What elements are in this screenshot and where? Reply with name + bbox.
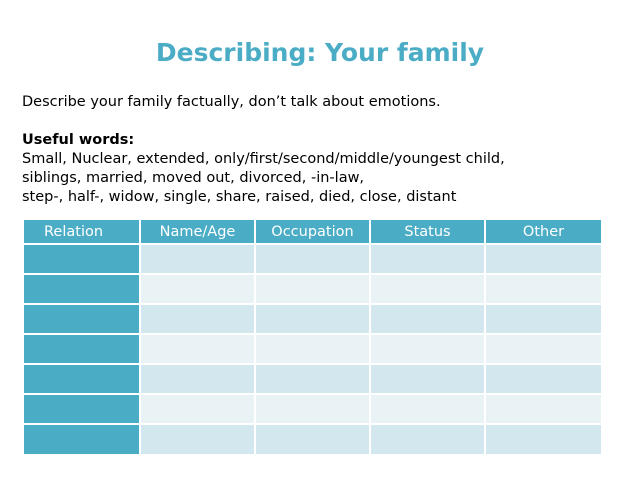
table-row xyxy=(24,364,601,394)
header-relation: Relation xyxy=(24,220,140,244)
table-cell[interactable] xyxy=(140,274,255,304)
table-cell[interactable] xyxy=(255,424,370,454)
relation-cell[interactable] xyxy=(24,364,140,394)
table-cell[interactable] xyxy=(370,334,485,364)
slide-title: Describing: Your family xyxy=(155,38,485,67)
table-cell[interactable] xyxy=(370,364,485,394)
table-cell[interactable] xyxy=(140,244,255,274)
table-cell[interactable] xyxy=(140,394,255,424)
table-cell[interactable] xyxy=(370,394,485,424)
useful-words-line: step-, half-, widow, single, share, raised, died, close, distant xyxy=(22,189,457,205)
header-occupation: Occupation xyxy=(255,220,370,244)
table-cell[interactable] xyxy=(485,244,601,274)
table-cell[interactable] xyxy=(485,304,601,334)
table-cell[interactable] xyxy=(255,334,370,364)
table-cell[interactable] xyxy=(370,274,485,304)
table-cell[interactable] xyxy=(370,304,485,334)
table-row xyxy=(24,274,601,304)
table-row xyxy=(24,424,601,454)
table-cell[interactable] xyxy=(255,274,370,304)
useful-words-line: Small, Nuclear, extended, only/first/second/middle/youngest child, xyxy=(22,151,505,167)
table-cell[interactable] xyxy=(485,424,601,454)
table-cell[interactable] xyxy=(370,424,485,454)
table-cell[interactable] xyxy=(255,394,370,424)
relation-cell[interactable] xyxy=(24,424,140,454)
table-cell[interactable] xyxy=(140,424,255,454)
relation-cell[interactable] xyxy=(24,244,140,274)
relation-cell[interactable] xyxy=(24,304,140,334)
table-cell[interactable] xyxy=(140,364,255,394)
table-row xyxy=(24,394,601,424)
table-row xyxy=(24,334,601,364)
table-cell[interactable] xyxy=(255,244,370,274)
table-cell[interactable] xyxy=(485,274,601,304)
relation-cell[interactable] xyxy=(24,394,140,424)
table-cell[interactable] xyxy=(370,244,485,274)
table-body xyxy=(24,244,601,454)
table-header-row xyxy=(24,220,601,244)
table-cell[interactable] xyxy=(255,304,370,334)
header-other: Other xyxy=(485,220,601,244)
table-row xyxy=(24,244,601,274)
instruction-text: Describe your family factually, don’t talk about emotions. xyxy=(22,94,441,110)
family-table xyxy=(24,220,601,454)
table-row xyxy=(24,304,601,334)
table-cell[interactable] xyxy=(485,334,601,364)
header-name-age: Name/Age xyxy=(140,220,255,244)
table-cell[interactable] xyxy=(485,364,601,394)
table-cell[interactable] xyxy=(140,334,255,364)
relation-cell[interactable] xyxy=(24,274,140,304)
useful-words-line: siblings, married, moved out, divorced, -in-law, xyxy=(22,170,365,186)
relation-cell[interactable] xyxy=(24,334,140,364)
useful-words-heading: Useful words: xyxy=(22,132,135,148)
table-cell[interactable] xyxy=(255,364,370,394)
table-cell[interactable] xyxy=(140,304,255,334)
table-cell[interactable] xyxy=(485,394,601,424)
header-status: Status xyxy=(370,220,485,244)
